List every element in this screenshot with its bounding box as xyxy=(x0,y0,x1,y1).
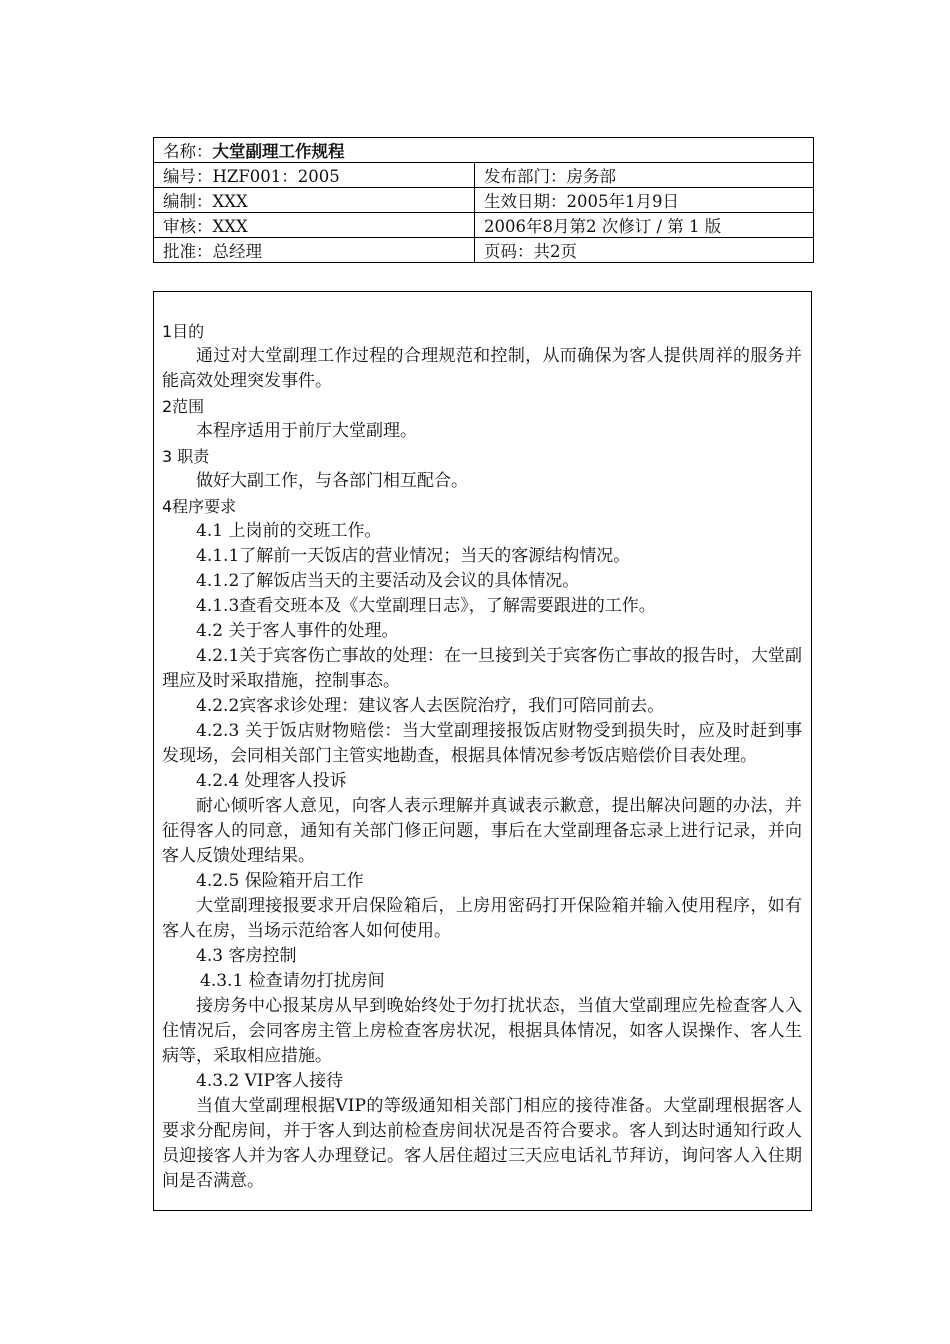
section-text-purpose: 通过对大堂副理工作过程的合理规范和控制，从而确保为客人提供周祥的服务并能高效处理突发事件。 xyxy=(162,346,802,391)
effective-date: 生效日期：2005年1月9日 xyxy=(475,188,814,213)
header-row-title xyxy=(154,138,814,163)
document-name-cell xyxy=(154,138,814,163)
procedure-item-4-2-1: 4.2.1关于宾客伤亡事故的处理：在一旦接到关于宾客伤亡事故的报告时，大堂副理应及时采取措施，控制事态。 xyxy=(162,646,802,691)
procedure-text-4-3-2: 当值大堂副理根据VIP的等级通知相关部门相应的接待准备。大堂副理根据客人要求分配房间，并于客人到达前检查房间状况是否符合要求。客人到达时通知行政人员迎接客人并为客人办理登记。客人居住超过三天应电话礼节拜访，询问客人入住期间是否满意。 xyxy=(162,1096,802,1191)
header-row xyxy=(154,213,814,238)
procedure-text-4-2-5: 大堂副理接报要求开启保险箱后，上房用密码打开保险箱并输入使用程序，如有客人在房，当场示范给客人如何使用。 xyxy=(162,896,802,941)
issuing-department: 发布部门：房务部 xyxy=(475,163,814,188)
document-content xyxy=(162,319,802,1194)
document-number: 编号：HZF001：2005 xyxy=(154,163,475,188)
document-title: 大堂副理工作规程 xyxy=(212,142,345,161)
section-text-duties: 做好大副工作，与各部门相互配合。 xyxy=(196,471,468,491)
section-heading-duties: 3 职责 xyxy=(162,447,210,466)
procedure-item-4-2-3: 4.2.3 关于饭店财物赔偿：当大堂副理接报饭店财物受到损失时，应及时赶到事发现场，会同相关部门主管实地勘查，根据具体情况参考饭店赔偿价目表处理。 xyxy=(162,721,802,766)
procedure-text-4-3-1: 接房务中心报某房从早到晚始终处于勿打扰状态，当值大堂副理应先检查客人入住情况后，会同客房主管上房检查客房状况，根据具体情况，如客人误操作、客人生病等，采取相应措施。 xyxy=(162,996,802,1066)
section-heading-procedure: 4程序要求 xyxy=(162,497,237,516)
reviewer-field: 审核：XXX xyxy=(154,213,475,238)
procedure-item-4-1-2: 4.1.2了解饭店当天的主要活动及会议的具体情况。 xyxy=(196,571,580,591)
procedure-item-4-3-2: 4.3.2 VIP客人接待 xyxy=(196,1071,344,1091)
section-heading-scope: 2范围 xyxy=(162,397,205,416)
procedure-item-4-1: 4.1 上岗前的交班工作。 xyxy=(196,521,382,541)
document-body-box xyxy=(153,291,812,1211)
page-count: 页码：共2页 xyxy=(475,238,814,263)
procedure-item-4-3: 4.3 客房控制 xyxy=(196,946,297,966)
section-text-scope: 本程序适用于前厅大堂副理。 xyxy=(196,421,417,441)
procedure-item-4-2-5: 4.2.5 保险箱开启工作 xyxy=(196,871,364,891)
procedure-item-4-1-1: 4.1.1了解前一天饭店的营业情况；当天的客源结构情况。 xyxy=(196,546,631,566)
section-heading-purpose: 1目的 xyxy=(162,322,205,341)
document-name-label: 名称： xyxy=(163,142,213,161)
header-row xyxy=(154,163,814,188)
header-row xyxy=(154,188,814,213)
procedure-item-4-1-3: 4.1.3查看交班本及《大堂副理日志》，了解需要跟进的工作。 xyxy=(196,596,656,616)
procedure-text-4-2-4: 耐心倾听客人意见，向客人表示理解并真诚表示歉意，提出解决问题的办法，并征得客人的同意，通知有关部门修正问题，事后在大堂副理备忘录上进行记录，并向客人反馈处理结果。 xyxy=(162,796,802,866)
procedure-item-4-3-1: 4.3.1 检查请勿打扰房间 xyxy=(200,971,385,991)
document-header-table xyxy=(153,137,814,263)
procedure-item-4-2: 4.2 关于客人事件的处理。 xyxy=(196,621,399,641)
editor-field: 编制：XXX xyxy=(154,188,475,213)
revision-info: 2006年8月第2 次修订 / 第 1 版 xyxy=(475,213,814,238)
procedure-item-4-2-2: 4.2.2宾客求诊处理：建议客人去医院治疗，我们可陪同前去。 xyxy=(196,696,665,716)
approver-field: 批准：总经理 xyxy=(154,238,475,263)
header-row xyxy=(154,238,814,263)
procedure-item-4-2-4: 4.2.4 处理客人投诉 xyxy=(196,771,347,791)
